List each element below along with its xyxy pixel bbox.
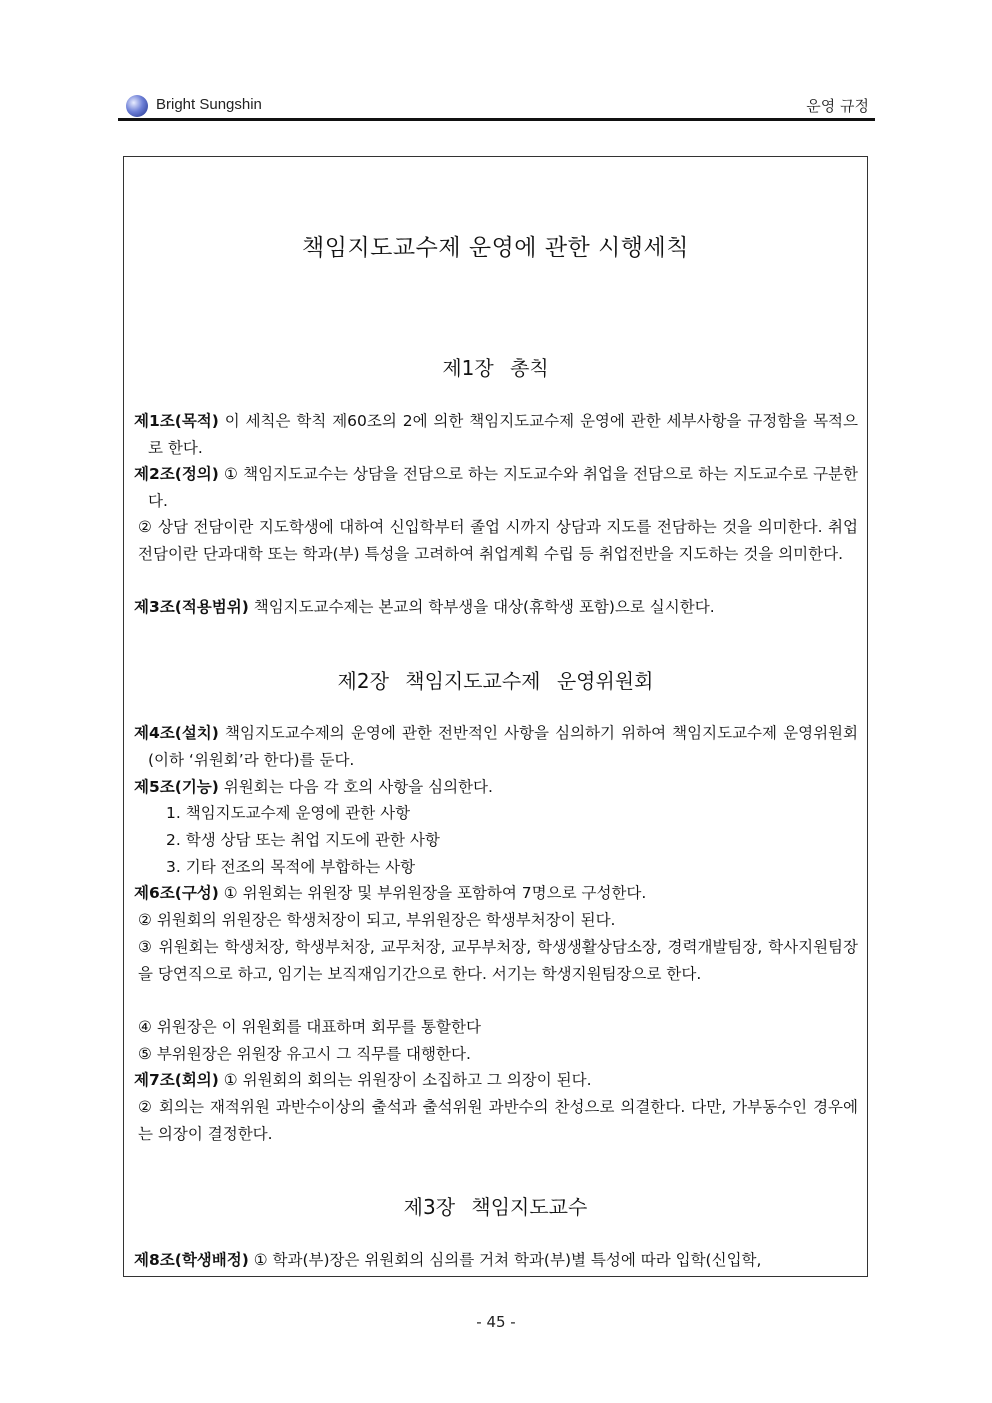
article-heading: 제8조(학생배정) xyxy=(134,1251,249,1269)
page-number: - 45 - xyxy=(476,1313,516,1331)
article-text: 책임지도교수제는 본교의 학부생을 대상(휴학생 포함)으로 실시한다. xyxy=(248,598,715,616)
article-6-paragraph-3: ③ 위원회는 학생처장, 학생부처장, 교무처장, 교무부처장, 학생생활상담소장, 경력개발팀장, 학사지원팀장을 당연직으로 하고, 임기는 보직재임기간으로 한다. 서기는 학생지원팀장으로 한다. xyxy=(138,938,858,983)
article-7-paragraph-2: ② 회의는 재적위원 과반수이상의 출석과 출석위원 과반수의 찬성으로 의결한다. 다만, 가부동수인 경우에는 의장이 결정한다. xyxy=(138,1098,858,1143)
article-text: 이 세칙은 학칙 제60조의 2에 의한 책임지도교수제 운영에 관한 세부사항을 규정함을 목적으로 한다. xyxy=(148,412,858,457)
article-heading: 제4조(설치) xyxy=(134,724,219,742)
article-heading: 제1조(목적) xyxy=(134,412,219,430)
header-rule xyxy=(118,118,875,121)
article-text: ① 학과(부)장은 위원회의 심의를 거쳐 학과(부)별 특성에 따라 입학(신입학, xyxy=(248,1251,762,1269)
chapter-3-title: 제3장 책임지도교수 xyxy=(403,1195,588,1219)
article-6-paragraph-2: ② 위원회의 위원장은 학생처장이 되고, 부위원장은 학생부처장이 된다. xyxy=(138,911,616,929)
logo-text: Bright Sungshin xyxy=(156,96,262,113)
article-6-paragraph-4: ④ 위원장은 이 위원회를 대표하며 회무를 통할한다 xyxy=(138,1018,481,1036)
article-6 xyxy=(134,880,858,907)
article-8 xyxy=(134,1247,858,1274)
header-section-label: 운영 규정 xyxy=(806,97,869,115)
list-item: 1. 책임지도교수제 운영에 관한 사항 xyxy=(166,804,411,822)
list-item: 3. 기타 전조의 목적에 부합하는 사항 xyxy=(166,858,416,876)
article-heading: 제3조(적용범위) xyxy=(134,598,249,616)
article-text: ① 책임지도교수는 상담을 전담으로 하는 지도교수와 취업을 전담으로 하는 지도교수로 구분한다. xyxy=(148,465,858,510)
article-text: 위원회는 다음 각 호의 사항을 심의한다. xyxy=(218,778,493,796)
chapter-2-title: 제2장 책임지도교수제 운영위원회 xyxy=(337,669,654,693)
article-heading: 제2조(정의) xyxy=(134,465,219,483)
article-6-paragraph-5: ⑤ 부위원장은 위원장 유고시 그 직무를 대행한다. xyxy=(138,1045,471,1063)
article-5 xyxy=(134,774,858,801)
list-item: 2. 학생 상담 또는 취업 지도에 관한 사항 xyxy=(166,831,440,849)
article-1 xyxy=(134,408,858,462)
article-2-paragraph-2: ② 상담 전담이란 지도학생에 대하여 신입학부터 졸업 시까지 상담과 지도를 전담하는 것을 의미한다. 취업 전담이란 단과대학 또는 학과(부) 특성을 고려하여 취업계획 수립 등 취업전반을 지도하는 것을 의미한다. xyxy=(138,518,858,563)
article-4 xyxy=(134,720,858,774)
article-heading: 제6조(구성) xyxy=(134,884,219,902)
document-frame xyxy=(123,156,868,1277)
article-text: ① 위원회는 위원장 및 부위원장을 포함하여 7명으로 구성한다. xyxy=(218,884,647,902)
article-7 xyxy=(134,1067,858,1094)
article-text: 책임지도교수제의 운영에 관한 전반적인 사항을 심의하기 위하여 책임지도교수제 운영위원회(이하 ‘위원회’라 한다)를 둔다. xyxy=(148,724,858,769)
article-3 xyxy=(134,594,858,621)
article-text: ① 위원회의 회의는 위원장이 소집하고 그 의장이 된다. xyxy=(218,1071,592,1089)
globe-logo-icon xyxy=(126,95,148,117)
document-title: 책임지도교수제 운영에 관한 시행세칙 xyxy=(302,235,689,261)
article-2 xyxy=(134,461,858,515)
article-heading: 제5조(기능) xyxy=(134,778,219,796)
chapter-1-title: 제1장 총칙 xyxy=(442,356,549,380)
article-heading: 제7조(회의) xyxy=(134,1071,219,1089)
page-header xyxy=(118,92,875,120)
